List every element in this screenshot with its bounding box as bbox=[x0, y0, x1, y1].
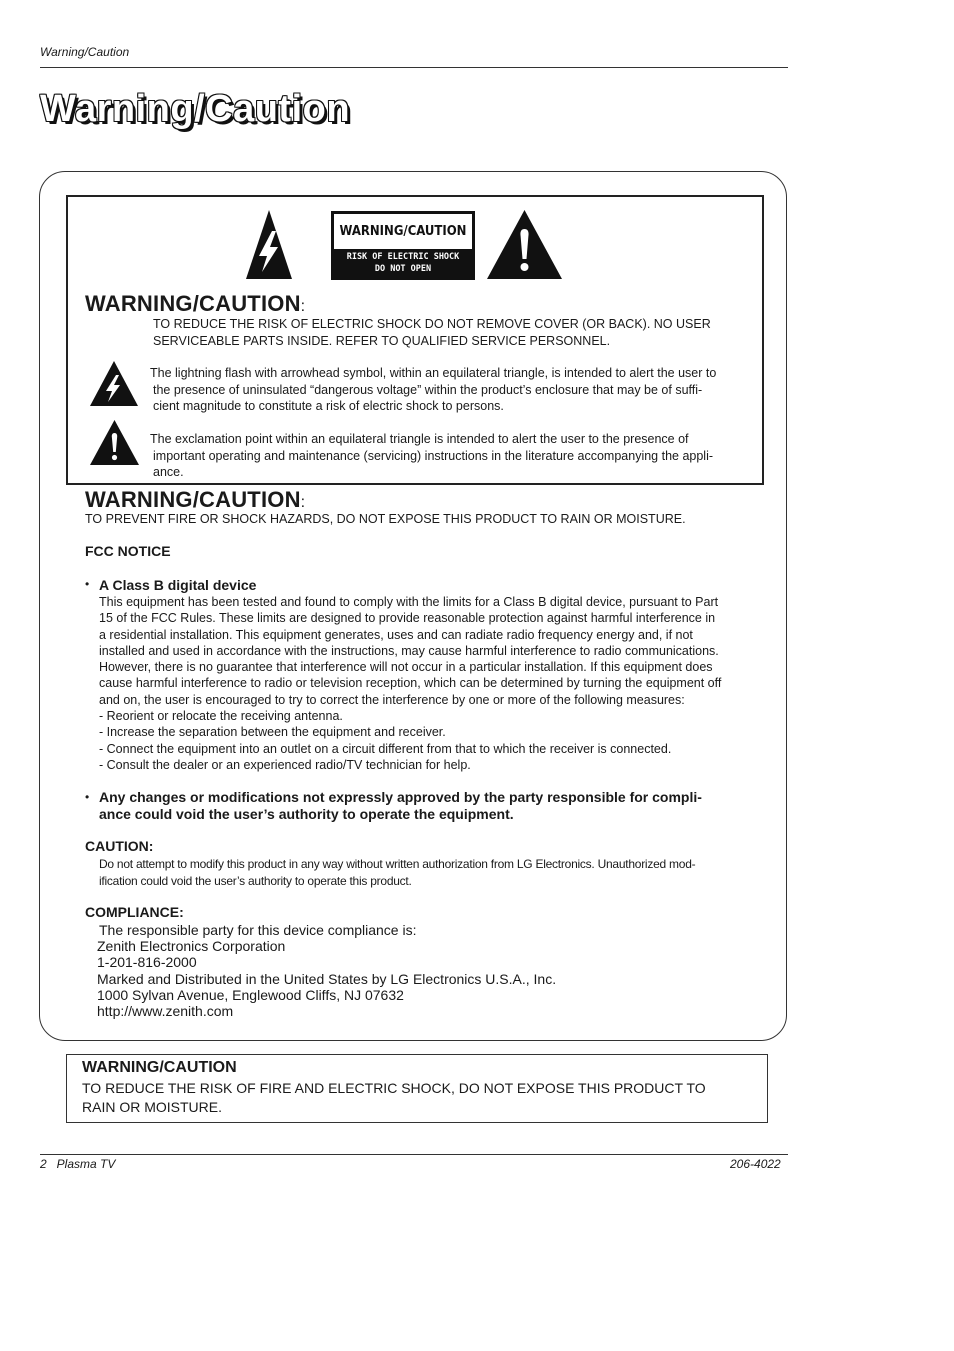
compliance-line: Zenith Electronics Corporation bbox=[97, 938, 286, 955]
header-rule bbox=[40, 67, 788, 68]
compliance-link: http://www.zenith.com bbox=[97, 1003, 234, 1020]
bullet-1-dot: • bbox=[85, 577, 90, 591]
footer-doc-number: 206-4022 bbox=[730, 1157, 781, 1171]
footer-rule bbox=[40, 1154, 788, 1155]
caution-line-2: ification could void the user’s authority to operate this product. bbox=[99, 873, 412, 888]
warning-heading-2-colon: : bbox=[300, 494, 306, 511]
lightning-triangle-icon bbox=[245, 209, 293, 280]
caution-heading: CAUTION: bbox=[85, 838, 154, 854]
compliance-line: 1000 Sylvan Avenue, Englewood Cliffs, NJ 07632 bbox=[97, 986, 404, 1003]
exclamation-note-line-1: The exclamation point within an equilateral triangle is intended to alert the user to the presence of bbox=[150, 432, 689, 446]
fcc-measure: - Connect the equipment into an outlet on a circuit different from that to which the receiver is connected. bbox=[99, 741, 672, 756]
running-header: Warning/Caution bbox=[40, 45, 130, 59]
label-title: WARNING/CAUTION bbox=[334, 214, 472, 249]
bottom-warning-line-2: RAIN OR MOISTURE. bbox=[82, 1099, 223, 1115]
bottom-warning-line-1: TO REDUCE THE RISK OF FIRE AND ELECTRIC SHOCK, DO NOT EXPOSE THIS PRODUCT TO bbox=[82, 1080, 706, 1096]
fcc-bullet-1-title: A Class B digital device bbox=[99, 577, 257, 593]
compliance-line: The responsible party for this device compliance is: bbox=[99, 922, 417, 938]
exclamation-note-line-3: ance. bbox=[153, 465, 184, 479]
fcc-line: However, there is no guarantee that interference will not occur in a particular installation. If this equipment does bbox=[99, 660, 713, 675]
lightning-note-line-2: the presence of uninsulated “dangerous voltage” within the product’s enclosure that may be of suffi- bbox=[153, 382, 703, 397]
fcc-measure: - Increase the separation between the equipment and receiver. bbox=[99, 725, 446, 740]
lightning-note bbox=[150, 365, 716, 415]
fcc-bullet-2-line-1: Any changes or modifications not expressly approved by the party responsible for compli- bbox=[99, 789, 702, 805]
warning-1-line-1: TO REDUCE THE RISK OF ELECTRIC SHOCK DO NOT REMOVE COVER (OR BACK). NO USER bbox=[153, 317, 711, 331]
compliance-heading: COMPLIANCE: bbox=[85, 904, 184, 920]
exclamation-note-line-2: important operating and maintenance (servicing) instructions in the literature accompanying the appli- bbox=[153, 448, 714, 463]
label-line-2: DO NOT OPEN bbox=[374, 264, 432, 274]
warning-2-text: TO PREVENT FIRE OR SHOCK HAZARDS, DO NOT EXPOSE THIS PRODUCT TO RAIN OR MOISTURE. bbox=[85, 512, 686, 526]
fcc-bullet-1-body bbox=[99, 594, 740, 773]
compliance-line: 1-201-816-2000 bbox=[97, 954, 197, 971]
exclamation-symbol-icon bbox=[89, 419, 140, 466]
warning-1-line-2: SERVICEABLE PARTS INSIDE. REFER TO QUALIFIED SERVICE PERSONNEL. bbox=[153, 333, 611, 348]
fcc-measure: - Reorient or relocate the receiving antenna. bbox=[99, 709, 343, 724]
warning-1-text bbox=[153, 316, 711, 349]
bullet-2-dot: • bbox=[85, 790, 90, 804]
exclamation-triangle-icon bbox=[486, 209, 563, 280]
exclamation-note bbox=[150, 431, 713, 481]
lightning-note-line-1: The lightning flash with arrowhead symbol, within an equilateral triangle, is intended to alert the user to bbox=[150, 366, 717, 380]
fcc-line: installed and used in accordance with the instructions, may cause harmful interference to radio communications. bbox=[99, 643, 719, 658]
warning-heading-1 bbox=[85, 291, 305, 317]
warning-label-panel bbox=[331, 211, 475, 280]
fcc-heading: FCC NOTICE bbox=[85, 543, 171, 559]
fcc-line: 15 of the FCC Rules. These limits are designed to provide reasonable protection against harmful interference in bbox=[99, 611, 716, 626]
fcc-bullet-2-line-2: ance could void the user’s authority to operate the equipment. bbox=[99, 806, 514, 822]
footer-page-label: 2 Plasma TV bbox=[40, 1157, 116, 1171]
page-title: Warning/Caution bbox=[40, 88, 351, 130]
bottom-warning-text bbox=[82, 1079, 706, 1117]
caution-text bbox=[99, 856, 695, 889]
compliance-text bbox=[97, 922, 556, 1019]
fcc-bullet-2 bbox=[99, 789, 702, 823]
lightning-note-line-3: cient magnitude to constitute a risk of electric shock to persons. bbox=[153, 399, 504, 413]
compliance-line: Marked and Distributed in the United States by LG Electronics U.S.A., Inc. bbox=[97, 970, 557, 987]
label-line-1: RISK OF ELECTRIC SHOCK bbox=[346, 252, 460, 262]
bottom-warning-heading: WARNING/CAUTION bbox=[82, 1059, 237, 1076]
warning-heading-2 bbox=[85, 487, 305, 513]
warning-heading-1-colon: : bbox=[300, 298, 306, 315]
fcc-line: This equipment has been tested and found to comply with the limits for a Class B digital device, pursuant to Part bbox=[99, 595, 719, 609]
fcc-line: cause harmful interference to radio or television reception, which can be determined by turning the equipment off bbox=[99, 676, 722, 691]
lightning-symbol-icon bbox=[89, 360, 139, 407]
label-subtext bbox=[331, 251, 475, 275]
fcc-line: a residential installation. This equipment generates, uses and can radiate radio frequency energy and, if not bbox=[99, 627, 693, 642]
caution-line-1: Do not attempt to modify this product in any way without written authorization from LG Electronics. Unauthorized mod- bbox=[99, 857, 696, 871]
warning-heading-1-text: WARNING/CAUTION bbox=[85, 291, 301, 316]
fcc-line: and on, the user is encouraged to try to correct the interference by one or more of the following measures: bbox=[99, 692, 685, 707]
fcc-measure: - Consult the dealer or an experienced radio/TV technician for help. bbox=[99, 757, 471, 772]
warning-heading-2-text: WARNING/CAUTION bbox=[85, 487, 301, 512]
